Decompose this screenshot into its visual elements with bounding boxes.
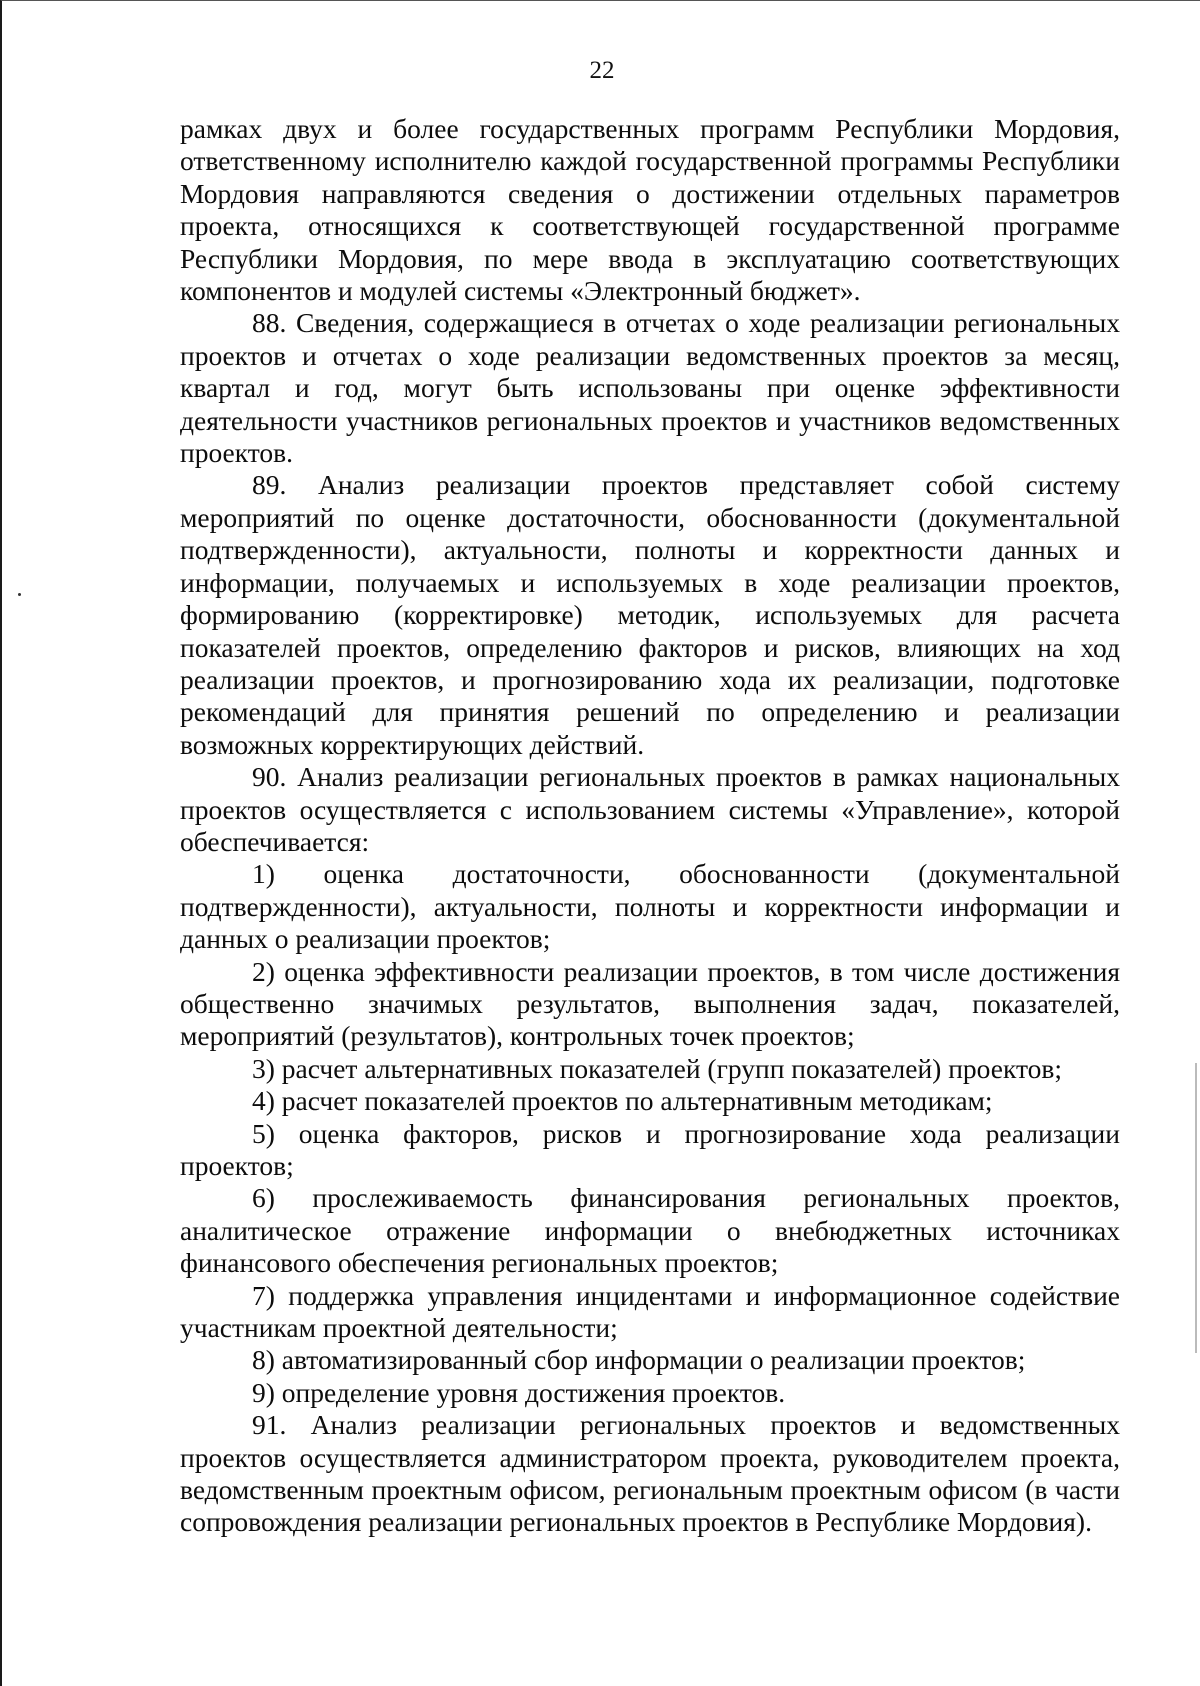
list-item-3: 3) расчет альтернативных показателей (групп показателей) проектов;	[252, 1052, 1062, 1084]
list-item-7: 7) поддержка управления инцидентами и информационное содействие участникам проектной деятельности;	[180, 1279, 1120, 1344]
document-body	[180, 113, 1120, 1539]
paragraph-91: 91. Анализ реализации региональных проектов и ведомственных проектов осуществляется администратором проекта, руководителем проекта, ведомственным проектным офисом, региональным проектным офисом (в части сопровождения реализации региональных проектов в Республике Мордовия).	[180, 1409, 1120, 1538]
page-number: 22	[589, 57, 615, 84]
list-item-9: 9) определение уровня достижения проектов.	[252, 1376, 786, 1408]
list-item-2: 2) оценка эффективности реализации проектов, в том числе достижения общественно значимых результатов, выполнения задач, показателей, мероприятий (результатов), контрольных точек проектов;	[180, 955, 1120, 1052]
paragraph-89: 89. Анализ реализации проектов представляет собой систему мероприятий по оценке достаточности, обоснованности (документальной подтвержденности), актуальности, полноты и корректности данных и информации, получаемых и используемых в ходе реализации проектов, формированию (корректировке) методик, используемых для расчета показателей проектов, определению факторов и рисков, влияющих на ход реализации проектов, и прогнозированию хода их реализации, подготовке рекомендаций для принятия решений по определению и реализации возможных корректирующих действий.	[180, 469, 1120, 760]
list-item-5: 5) оценка факторов, рисков и прогнозирование хода реализации проектов;	[180, 1117, 1120, 1181]
list-item-8: 8) автоматизированный сбор информации о реализации проектов;	[252, 1344, 1026, 1376]
scan-speck	[18, 593, 21, 596]
paragraph-90: 90. Анализ реализации региональных проектов в рамках национальных проектов осуществляется с использованием системы «Управление», которой обеспечивается:	[180, 761, 1120, 857]
paragraph-continuation: рамках двух и более государственных программ Республики Мордовия, ответственному исполнителю каждой государственной программы Республики Мордовия направляются сведения о достижении отдельных параметров проекта, относящихся к соответствующей государственной программе Республики Мордовия, по мере ввода в эксплуатацию соответствующих компонентов и модулей системы «Электронный бюджет».	[180, 113, 1120, 307]
list-item-1: 1) оценка достаточности, обоснованности (документальной подтвержденности), актуальности, полноты и корректности информации и данных о реализации проектов;	[180, 858, 1120, 955]
list-item-4: 4) расчет показателей проектов по альтернативным методикам;	[252, 1085, 993, 1117]
list-item-6: 6) прослеживаемость финансирования региональных проектов, аналитическое отражение информации о внебюджетных источниках финансового обеспечения региональных проектов;	[180, 1182, 1120, 1279]
scan-edge-shadow	[1195, 1063, 1197, 1353]
paragraph-88: 88. Сведения, содержащиеся в отчетах о ходе реализации региональных проектов и отчетах о ходе реализации ведомственных проектов за месяц, квартал и год, могут быть использованы при оценке эффективности деятельности участников региональных проектов и участников ведомственных проектов.	[180, 307, 1120, 469]
